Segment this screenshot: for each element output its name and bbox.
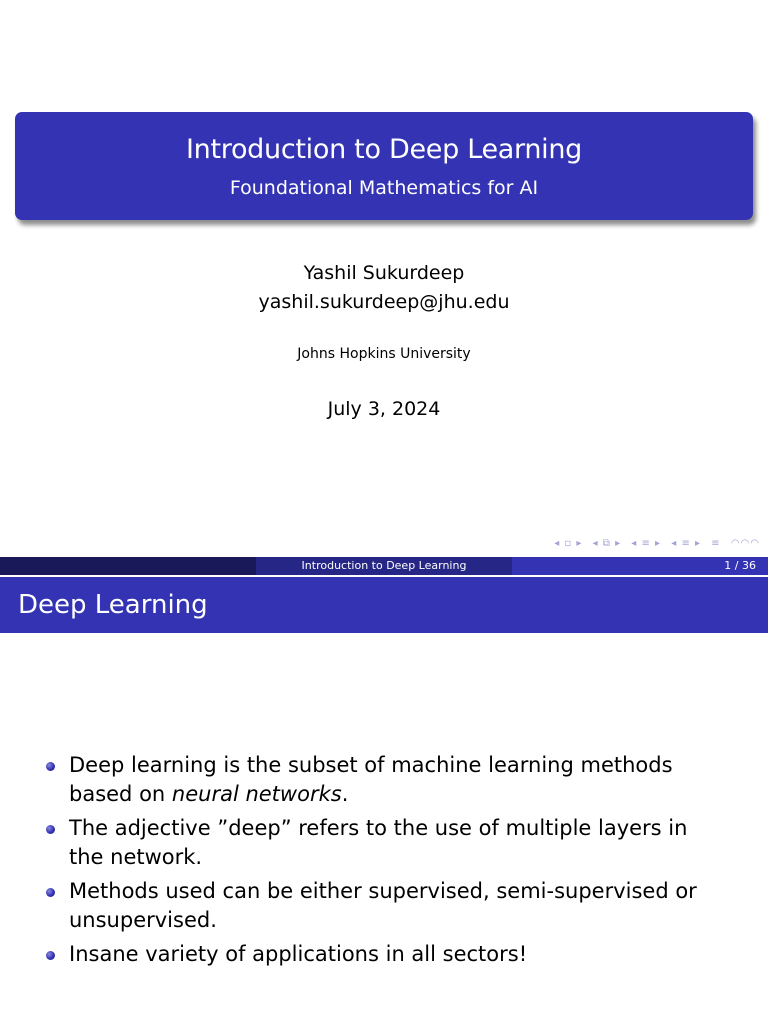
nav-section-icon[interactable]: ◂ ≡ ▸ (631, 538, 662, 549)
institution: Johns Hopkins University (297, 346, 471, 362)
content-slide (0, 576, 768, 1024)
presentation-title: Introduction to Deep Learning (185, 134, 583, 165)
presentation-date: July 3, 2024 (327, 398, 441, 420)
author-name: Yashil Sukurdeep (303, 262, 465, 284)
bullet-icon (46, 951, 55, 960)
author-email: yashil.sukurdeep@jhu.edu (258, 291, 510, 313)
frame-title: Deep Learning (18, 590, 208, 620)
page-number: 1 / 36 (724, 559, 756, 572)
presentation-subtitle: Foundational Mathematics for AI (229, 177, 539, 199)
nav-toc-icon[interactable]: ≡ (711, 538, 721, 549)
list-item: The adjective ”deep” refers to the use of multiple layers in the network. (0, 814, 768, 872)
nav-document-icon[interactable]: ◂ ≡ ▸ (671, 538, 702, 549)
bullet-icon (46, 762, 55, 771)
nav-frame-icon[interactable]: ◂ ▫ ▸ (554, 538, 583, 549)
footer-title: Introduction to Deep Learning (256, 557, 512, 575)
bullet-list (0, 751, 768, 974)
title-box (15, 112, 753, 220)
nav-subsection-icon[interactable]: ◂ ⧉ ▸ (592, 538, 622, 549)
nav-search-icon[interactable]: ◠◠◠ (730, 538, 760, 549)
bullet-icon (46, 888, 55, 897)
frame-title-bar (0, 577, 768, 633)
list-item: Methods used can be either supervised, semi-supervised or unsupervised. (0, 877, 768, 935)
list-item: Insane variety of applications in all sectors! (0, 940, 768, 969)
footer-left (0, 557, 256, 575)
bullet-icon (46, 825, 55, 834)
footer-right (512, 557, 768, 575)
footer-bar (0, 557, 768, 575)
list-item: Deep learning is the subset of machine learning methods based on neural networks. (0, 751, 768, 809)
navigation-symbols[interactable] (548, 538, 760, 549)
